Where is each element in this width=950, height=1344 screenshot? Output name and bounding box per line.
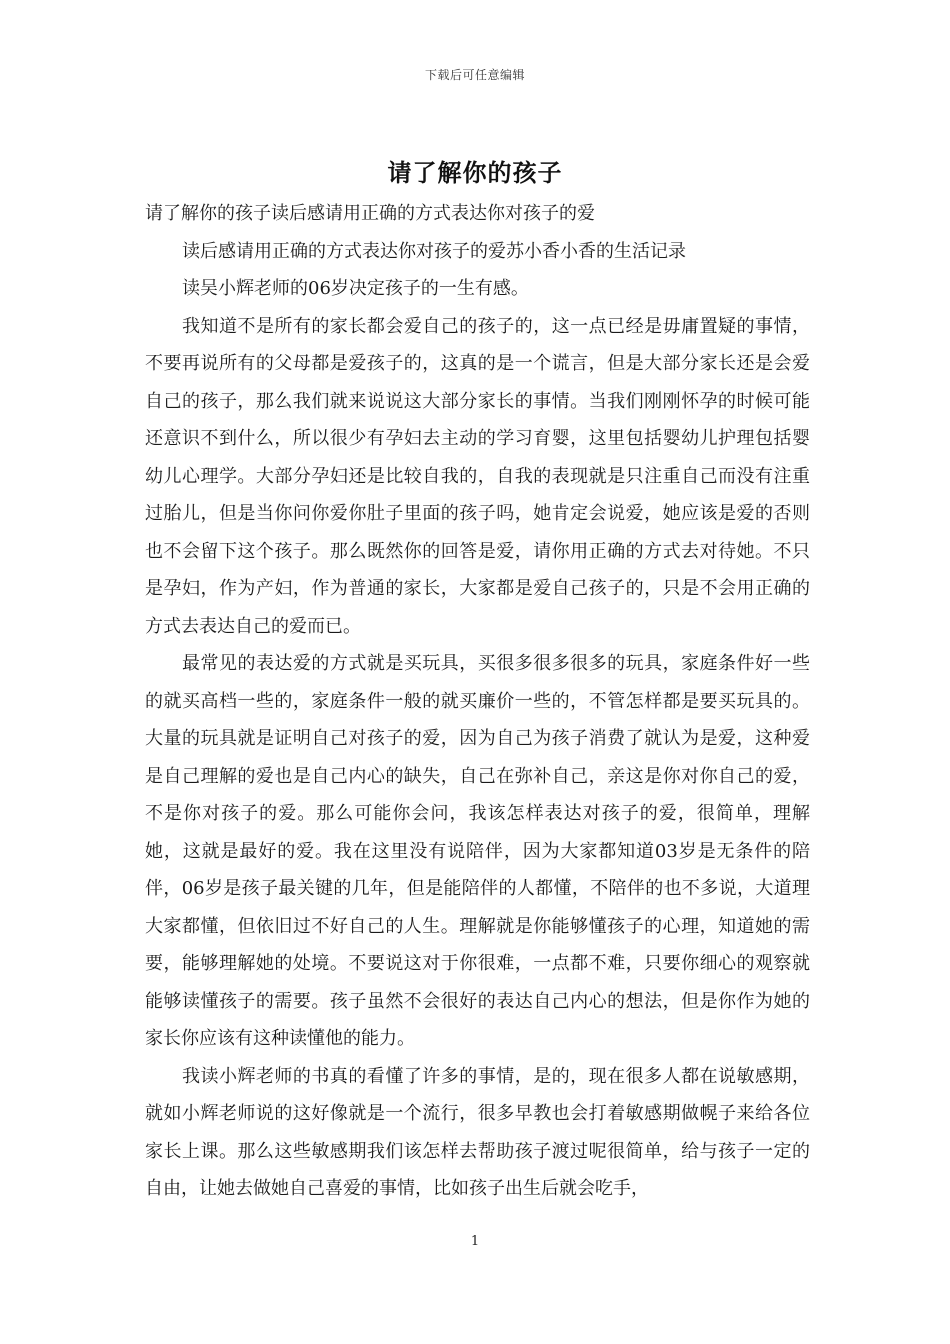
- header-note: 下载后可任意编辑: [424, 68, 525, 82]
- document-title: 请了解你的孩子: [387, 159, 563, 187]
- document-body: [145, 195, 810, 1208]
- paragraph: 我知道不是所有的家长都会爱自己的孩子的，这一点已经是毋庸置疑的事情，不要再说所有的父母都是爱孩子的，这真的是一个谎言，但是大部分家长还是会爱自己的孩子，那么我们就来说说这大部分家长的事情。当我们刚刚怀孕的时候可能还意识不到什么，所以很少有孕妇去主动的学习育婴，这里包括婴幼儿护理包括婴幼儿心理学。大部分孕妇还是比较自我的，自我的表现就是只注重自己而没有注重过胎儿，但是当你问你爱你肚子里面的孩子吗，她肯定会说爱，她应该是爱的否则也不会留下这个孩子。那么既然你的回答是爱，请你用正确的方式去对待她。不只是孕妇，作为产妇，作为普通的家长，大家都是爱自己孩子的，只是不会用正确的方式去表达自己的爱而已。: [145, 315, 810, 637]
- paragraph: 我读小辉老师的书真的看懂了许多的事情，是的，现在很多人都在说敏感期，就如小辉老师说的这好像就是一个流行，很多早教也会打着敏感期做幌子来给各位家长上课。那么这些敏感期我们该怎样去帮助孩子渡过呢很简单，给与孩子一定的自由，让她去做她自己喜爱的事情，比如孩子出生后就会吃手，: [145, 1065, 810, 1199]
- page-number: 1: [470, 1234, 480, 1249]
- paragraph: 读吴小辉老师的06岁决定孩子的一生有感。: [182, 278, 529, 299]
- paragraph: 请了解你的孩子读后感请用正确的方式表达你对孩子的爱: [145, 203, 595, 224]
- paragraph: 最常见的表达爱的方式就是买玩具，买很多很多很多的玩具，家庭条件好一些的就买高档一些的，家庭条件一般的就买廉价一些的，不管怎样都是要买玩具的。大量的玩具就是证明自己对孩子的爱，因为自己为孩子消费了就认为是爱，这种爱是自己理解的爱也是自己内心的缺失，自己在弥补自己，亲这是你对你自己的爱，不是你对孩子的爱。那么可能你会问，我该怎样表达对孩子的爱，很简单，理解她，这就是最好的爱。我在这里没有说陪伴，因为大家都知道03岁是无条件的陪伴，06岁是孩子最关键的几年，但是能陪伴的人都懂，不陪伴的也不多说，大道理大家都懂，但依旧过不好自己的人生。理解就是你能够懂孩子的心理，知道她的需要，能够理解她的处境。不要说这对于你很难，一点都不难，只要你细心的观察就能够读懂孩子的需要。孩子虽然不会很好的表达自己内心的想法，但是你作为她的家长你应该有这种读懂他的能力。: [145, 653, 810, 1049]
- paragraph: 读后感请用正确的方式表达你对孩子的爱苏小香小香的生活记录: [182, 240, 686, 262]
